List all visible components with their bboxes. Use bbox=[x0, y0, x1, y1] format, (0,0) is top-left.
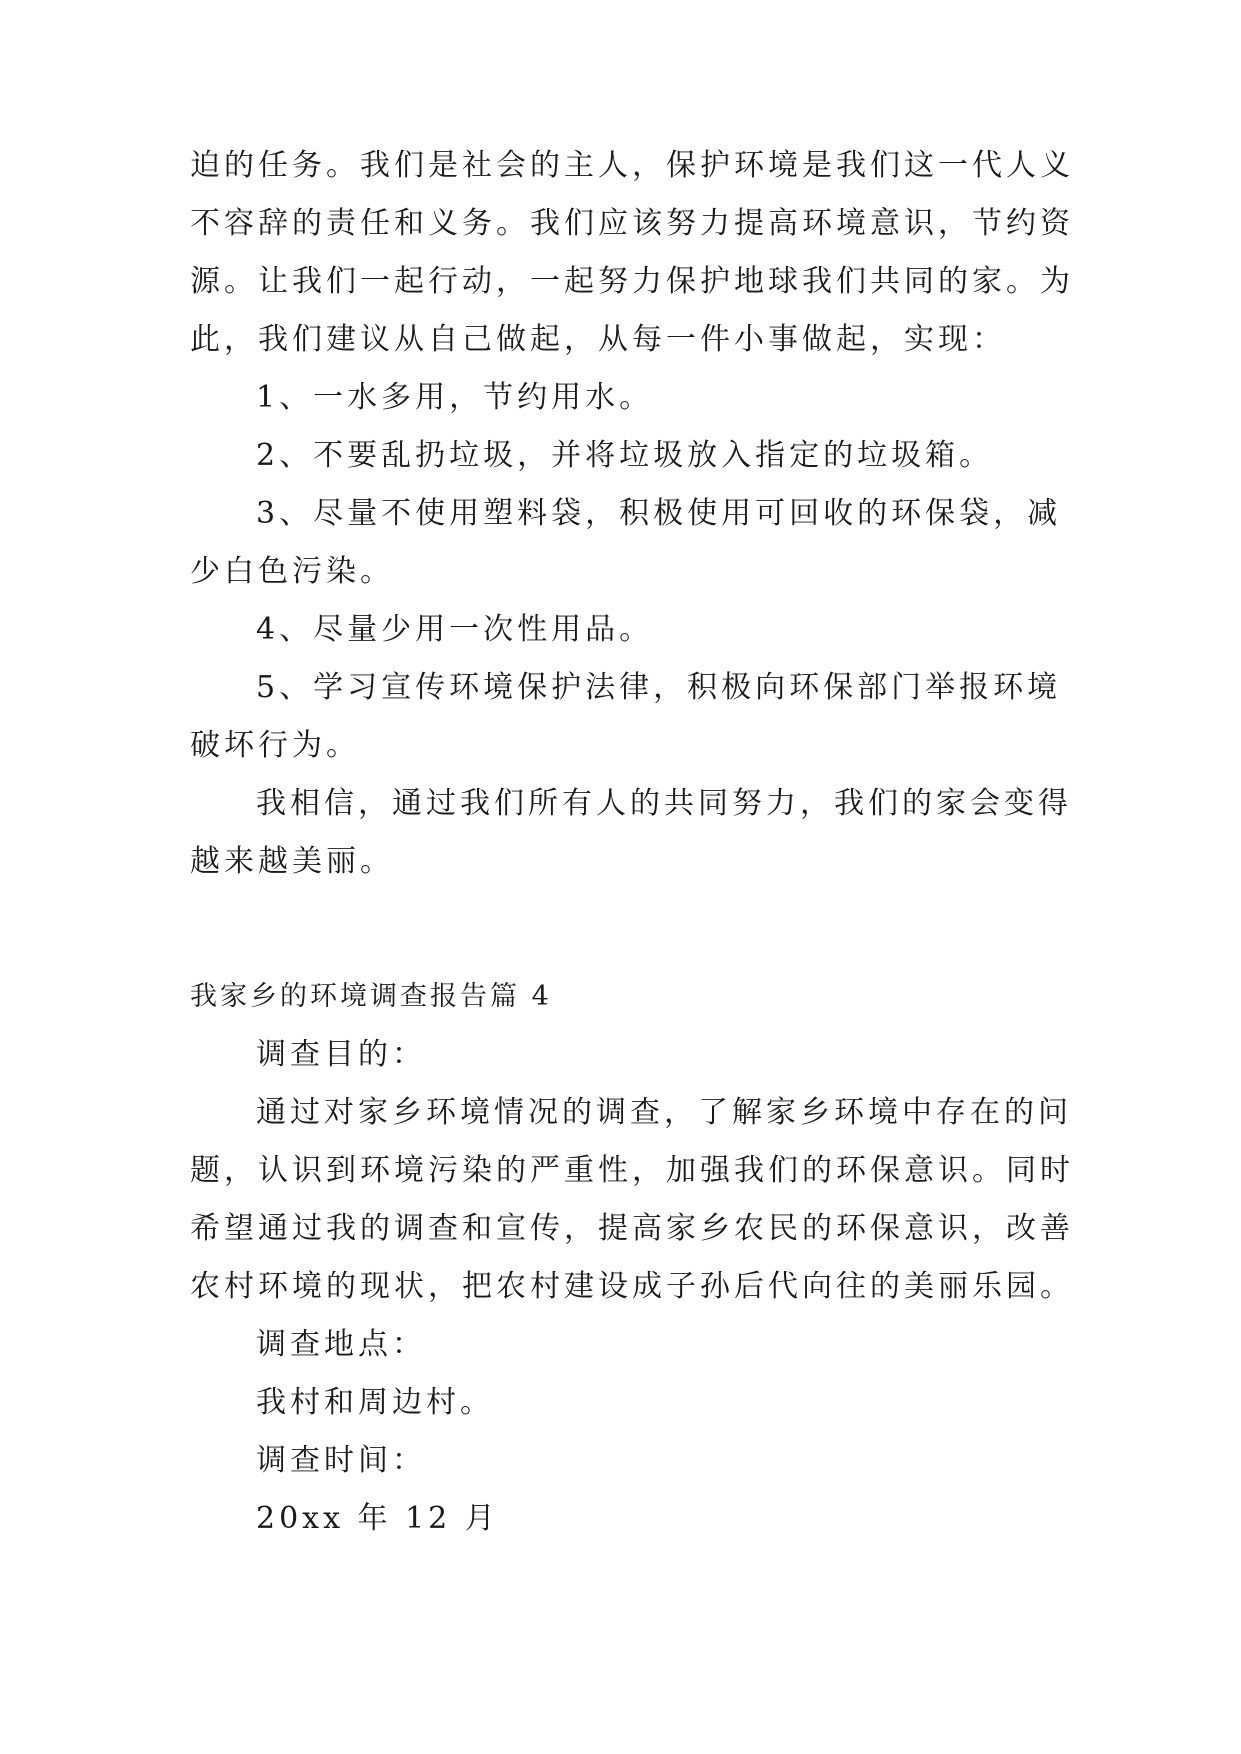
list-item-3-continuation: 少白色污染。 bbox=[190, 554, 394, 589]
paragraph-line: 此，我们建议从自己做起，从每一件小事做起，实现： bbox=[190, 322, 1006, 357]
purpose-line: 希望通过我的调查和宣传，提高家乡农民的环保意识，改善 bbox=[190, 1211, 1074, 1246]
purpose-line: 通过对家乡环境情况的调查，了解家乡环境中存在的问 bbox=[256, 1095, 1072, 1130]
location-text: 我村和周边村。 bbox=[256, 1385, 494, 1420]
paragraph-line: 源。让我们一起行动，一起努力保护地球我们共同的家。为 bbox=[190, 264, 1074, 299]
time-label: 调查时间： bbox=[256, 1443, 426, 1478]
section-2 bbox=[190, 968, 1074, 1548]
closing-line-continuation: 越来越美丽。 bbox=[190, 844, 394, 879]
purpose-line: 农村环境的现状，把农村建设成子孙后代向往的美丽乐园。 bbox=[190, 1269, 1074, 1304]
section-heading: 我家乡的环境调查报告篇 4 bbox=[190, 981, 552, 1012]
location-label: 调查地点： bbox=[256, 1327, 426, 1362]
list-item-3: 3、尽量不使用塑料袋，积极使用可回收的环保袋，减 bbox=[256, 496, 1062, 531]
time-text: 20xx 年 12 月 bbox=[256, 1501, 499, 1536]
list-item-5: 5、学习宣传环境保护法律，积极向环保部门举报环境 bbox=[256, 670, 1062, 705]
list-item-1: 1、一水多用，节约用水。 bbox=[256, 380, 654, 415]
purpose-line: 题，认识到环境污染的严重性，加强我们的环保意识。同时 bbox=[190, 1153, 1074, 1188]
paragraph-line: 不容辞的责任和义务。我们应该努力提高环境意识，节约资 bbox=[190, 206, 1074, 241]
list-item-2: 2、不要乱扔垃圾，并将垃圾放入指定的垃圾箱。 bbox=[256, 438, 994, 473]
list-item-4: 4、尽量少用一次性用品。 bbox=[256, 612, 654, 647]
purpose-label: 调查目的： bbox=[256, 1037, 426, 1072]
paragraph-line: 迫的任务。我们是社会的主人，保护环境是我们这一代人义 bbox=[190, 148, 1074, 183]
list-item-5-continuation: 破坏行为。 bbox=[190, 728, 360, 763]
closing-line: 我相信，通过我们所有人的共同努力，我们的家会变得 bbox=[256, 786, 1072, 821]
section-1 bbox=[190, 137, 1074, 891]
